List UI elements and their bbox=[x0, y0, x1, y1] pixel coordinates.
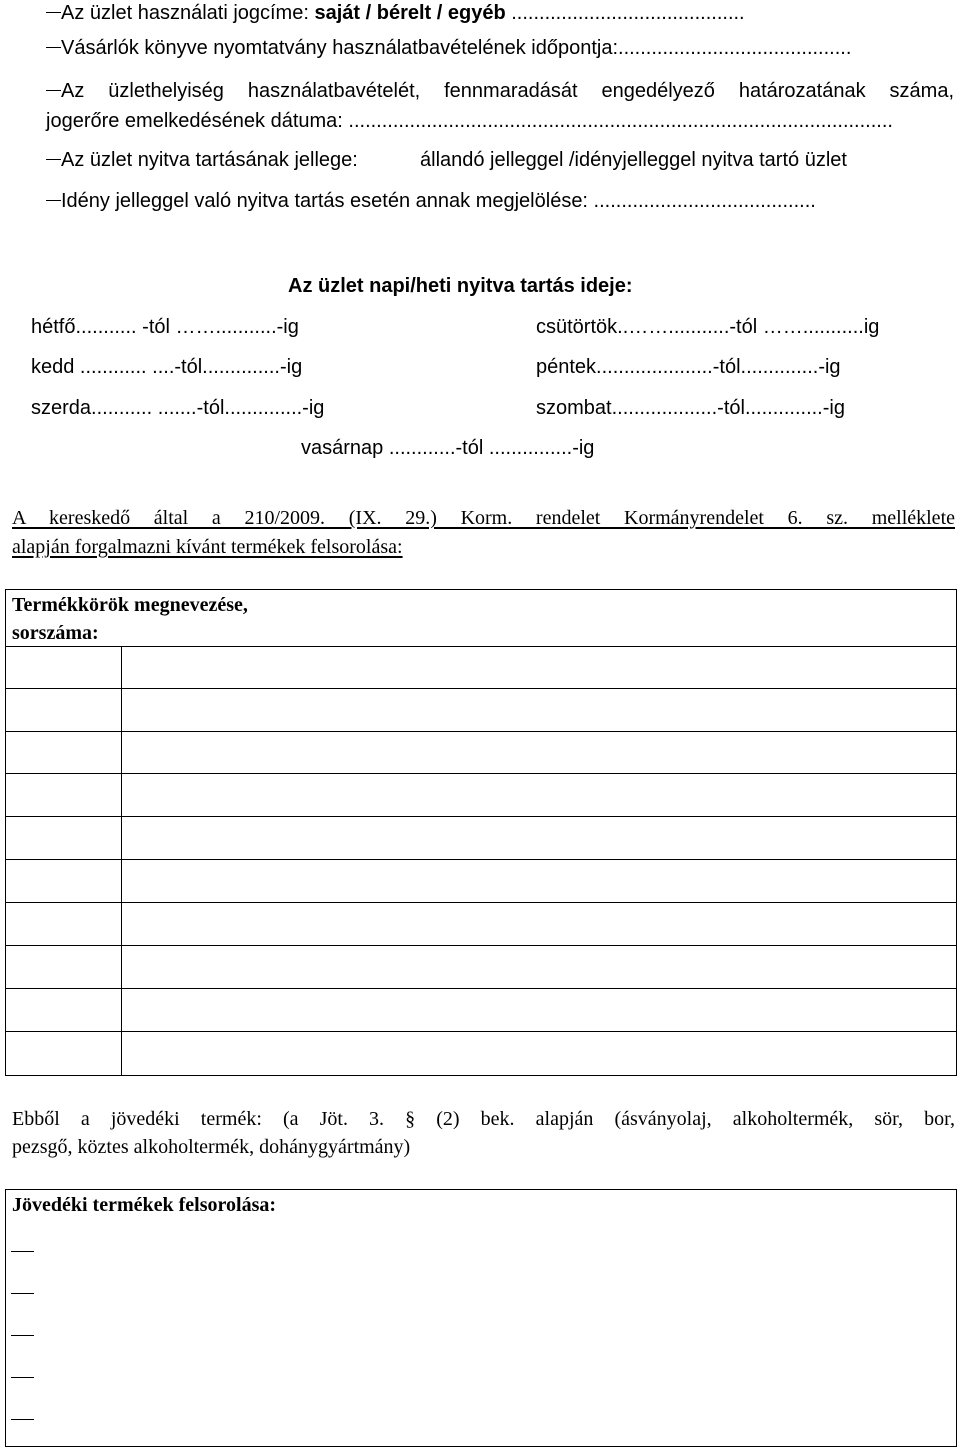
regulation-line-1: A kereskedő által a 210/2009. (IX. 29.) Korm. rendelet Kormányrendelet 6. sz. melléklete bbox=[12, 507, 955, 529]
excise-list-item bbox=[11, 1251, 34, 1252]
use-title-line: Az üzlet használati jogcíme: saját / bérelt / egyéb .......................................... bbox=[46, 1, 745, 25]
opening-type-label: Az üzlet nyitva tartásának jellege: bbox=[46, 148, 358, 172]
permit-line-2: jogerőre emelkedésének dátuma: .................................................................................................. bbox=[46, 110, 893, 132]
hours-thursday: csütörtök..……...........-tól ……...........ig bbox=[536, 316, 880, 338]
excise-list-box bbox=[5, 1189, 957, 1447]
table-row-divider bbox=[5, 731, 957, 732]
hours-title: Az üzlet napi/heti nyitva tartás ideje: bbox=[288, 275, 633, 297]
table-row-divider bbox=[5, 902, 957, 903]
dash-bullet bbox=[46, 12, 61, 13]
table-row-divider bbox=[5, 945, 957, 946]
hours-sunday: vasárnap ............-tól ...............-ig bbox=[301, 437, 595, 459]
hours-friday: péntek.....................-tól..............-ig bbox=[536, 356, 841, 378]
excise-list-item bbox=[11, 1335, 34, 1336]
product-table-header-1: Termékkörök megnevezése, bbox=[12, 594, 248, 616]
table-row-divider bbox=[5, 646, 957, 647]
table-column-divider bbox=[121, 646, 122, 1076]
hours-saturday: szombat...................-tól..............-ig bbox=[536, 397, 845, 419]
permit-line-1: Az üzlethelyiség használatbavételét, fennmaradását engedélyező határozatának száma, bbox=[46, 79, 954, 103]
excise-line-1: Ebből a jövedéki termék: (a Jöt. 3. § (2) bek. alapján (ásványolaj, alkoholtermék, sör, bor, bbox=[12, 1108, 955, 1130]
table-row-divider bbox=[5, 988, 957, 989]
table-row-divider bbox=[5, 859, 957, 860]
dash-bullet bbox=[46, 90, 61, 91]
excise-list-item bbox=[11, 1377, 34, 1378]
opening-type-value: állandó jelleggel /idényjelleggel nyitva tartó üzlet bbox=[420, 149, 847, 171]
excise-list-item bbox=[11, 1293, 34, 1294]
product-table bbox=[5, 589, 957, 1076]
regulation-line-2: alapján forgalmazni kívánt termékek felsorolása: bbox=[12, 536, 403, 558]
table-row-divider bbox=[5, 816, 957, 817]
complaint-book-line: Vásárlók könyve nyomtatvány használatbavételének időpontja:.......................................... bbox=[46, 36, 851, 60]
dash-bullet bbox=[46, 47, 61, 48]
table-row-divider bbox=[5, 773, 957, 774]
product-table-header-2: sorszáma: bbox=[12, 622, 99, 644]
dash-bullet bbox=[46, 200, 61, 201]
table-row-divider bbox=[5, 1031, 957, 1032]
hours-tuesday: kedd ............ ....-tól..............-ig bbox=[31, 356, 303, 378]
excise-list-title: Jövedéki termékek felsorolása: bbox=[12, 1194, 277, 1216]
table-row-divider bbox=[5, 688, 957, 689]
hours-wednesday: szerda........... .......-tól..............-ig bbox=[31, 397, 325, 419]
dash-bullet bbox=[46, 159, 61, 160]
excise-list-item bbox=[11, 1419, 34, 1420]
seasonal-line: Idény jelleggel való nyitva tartás esetén annak megjelölése: ........................................ bbox=[46, 189, 816, 213]
excise-line-2: pezsgő, köztes alkoholtermék, dohánygyártmány) bbox=[12, 1136, 411, 1158]
hours-monday: hétfő........... -tól ……...........-ig bbox=[31, 316, 299, 338]
